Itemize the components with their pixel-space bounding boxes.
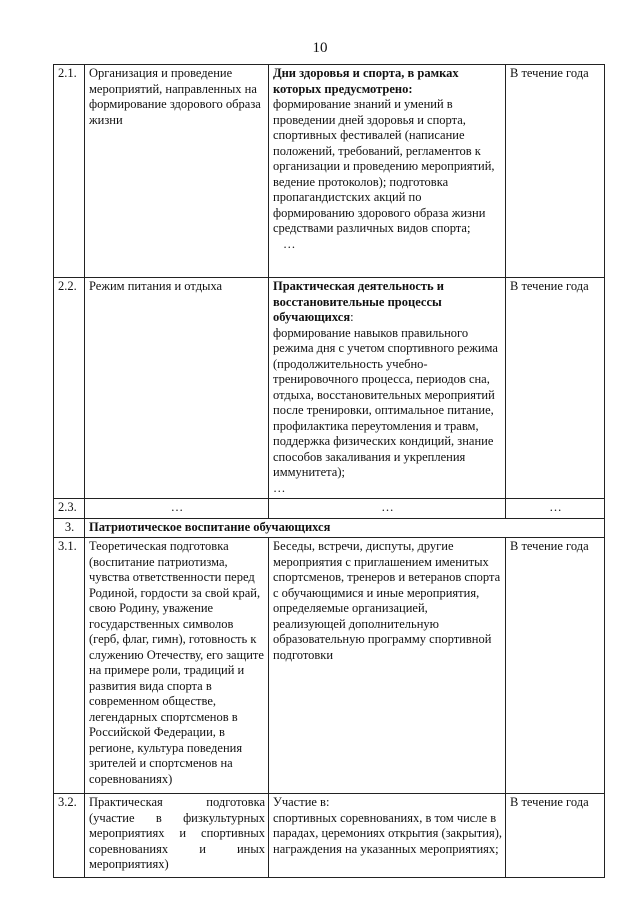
content-body: формирование знаний и умений в проведении дней здоровья и спорта, спортивных фестивалей (написание положений, требований, регламентов к организации и проведению мероприятий, ведение протоколов); подготовка пропагандистских акций по формированию здорового образа жизни средствами различных видов спорта;	[273, 97, 495, 235]
content-cell: …	[269, 499, 506, 519]
row-number: 3.	[54, 518, 85, 538]
row-number: 3.1.	[54, 538, 85, 794]
content-body: спортивных соревнованиях, в том числе в парадах, церемониях открытия (закрытия), награждения на указанных мероприятиях;	[273, 810, 502, 856]
row-number: 2.3.	[54, 499, 85, 519]
direction-cell: …	[85, 499, 269, 519]
page-number: 10	[312, 40, 328, 56]
time-cell: В течение года	[506, 278, 605, 499]
time-cell: В течение года	[506, 794, 605, 878]
content-cell	[269, 65, 506, 278]
table-row	[54, 499, 605, 519]
content-cell: Беседы, встречи, диспуты, другие мероприятия с приглашением именитых спортсменов, тренеров и ветеранов спорта с обучающимися и иные мероприятия, определяемые организацией, реализующей дополнительную образовательную программу спортивной подготовки	[269, 538, 506, 794]
row-number: 3.2.	[54, 794, 85, 878]
section-row	[54, 518, 605, 538]
content-cell	[269, 794, 506, 878]
direction-cell: Организация и проведение мероприятий, направленных на формирование здорового образа жизни	[85, 65, 269, 278]
direction-cell: Режим питания и отдыха	[85, 278, 269, 499]
table-row	[54, 65, 605, 278]
row-number: 2.1.	[54, 65, 85, 278]
direction-cell: Практическая подготовка (участие в физкультурных мероприятиях и спортивных соревнованиях и иных мероприятиях)	[85, 794, 269, 878]
content-title: Практическая деятельность и восстановительные процессы обучающихся	[273, 279, 444, 324]
row-number: 2.2.	[54, 278, 85, 499]
content-body: формирование навыков правильного режима дня с учетом спортивного режима (продолжительность учебно-тренировочного процесса, периодов сна, отдыха, восстановительных мероприятий после тренировки, оптимальное питание, профилактика переутомления и травм, поддержка физических кондиций, знание способов закаливания и укрепления иммунитета);	[273, 325, 498, 479]
ellipsis: …	[283, 236, 296, 251]
content-cell	[269, 278, 506, 499]
activities-table	[53, 64, 605, 878]
table-row	[54, 794, 605, 878]
section-title: Патриотическое воспитание обучающихся	[85, 518, 605, 538]
time-cell: В течение года	[506, 65, 605, 278]
table-row	[54, 538, 605, 794]
content-title-suffix: :	[350, 310, 354, 324]
content-title: Участие в:	[273, 795, 330, 809]
time-cell: …	[506, 499, 605, 519]
ellipsis: …	[273, 480, 286, 495]
table-row	[54, 278, 605, 499]
content-title: Дни здоровья и спорта, в рамках которых предусмотрено:	[273, 66, 459, 96]
time-cell: В течение года	[506, 538, 605, 794]
direction-cell: Теоретическая подготовка (воспитание патриотизма, чувства ответственности перед Родиной, гордости за свой край, свою Родину, уважение государственных символов (герб, флаг, гимн), готовность к служению Отечеству, его защите на примере роли, традиций и развития вида спорта в современном обществе, легендарных спортсменов в Российской Федерации, в регионе, культура поведения зрителей и спортсменов на соревнованиях)	[85, 538, 269, 794]
